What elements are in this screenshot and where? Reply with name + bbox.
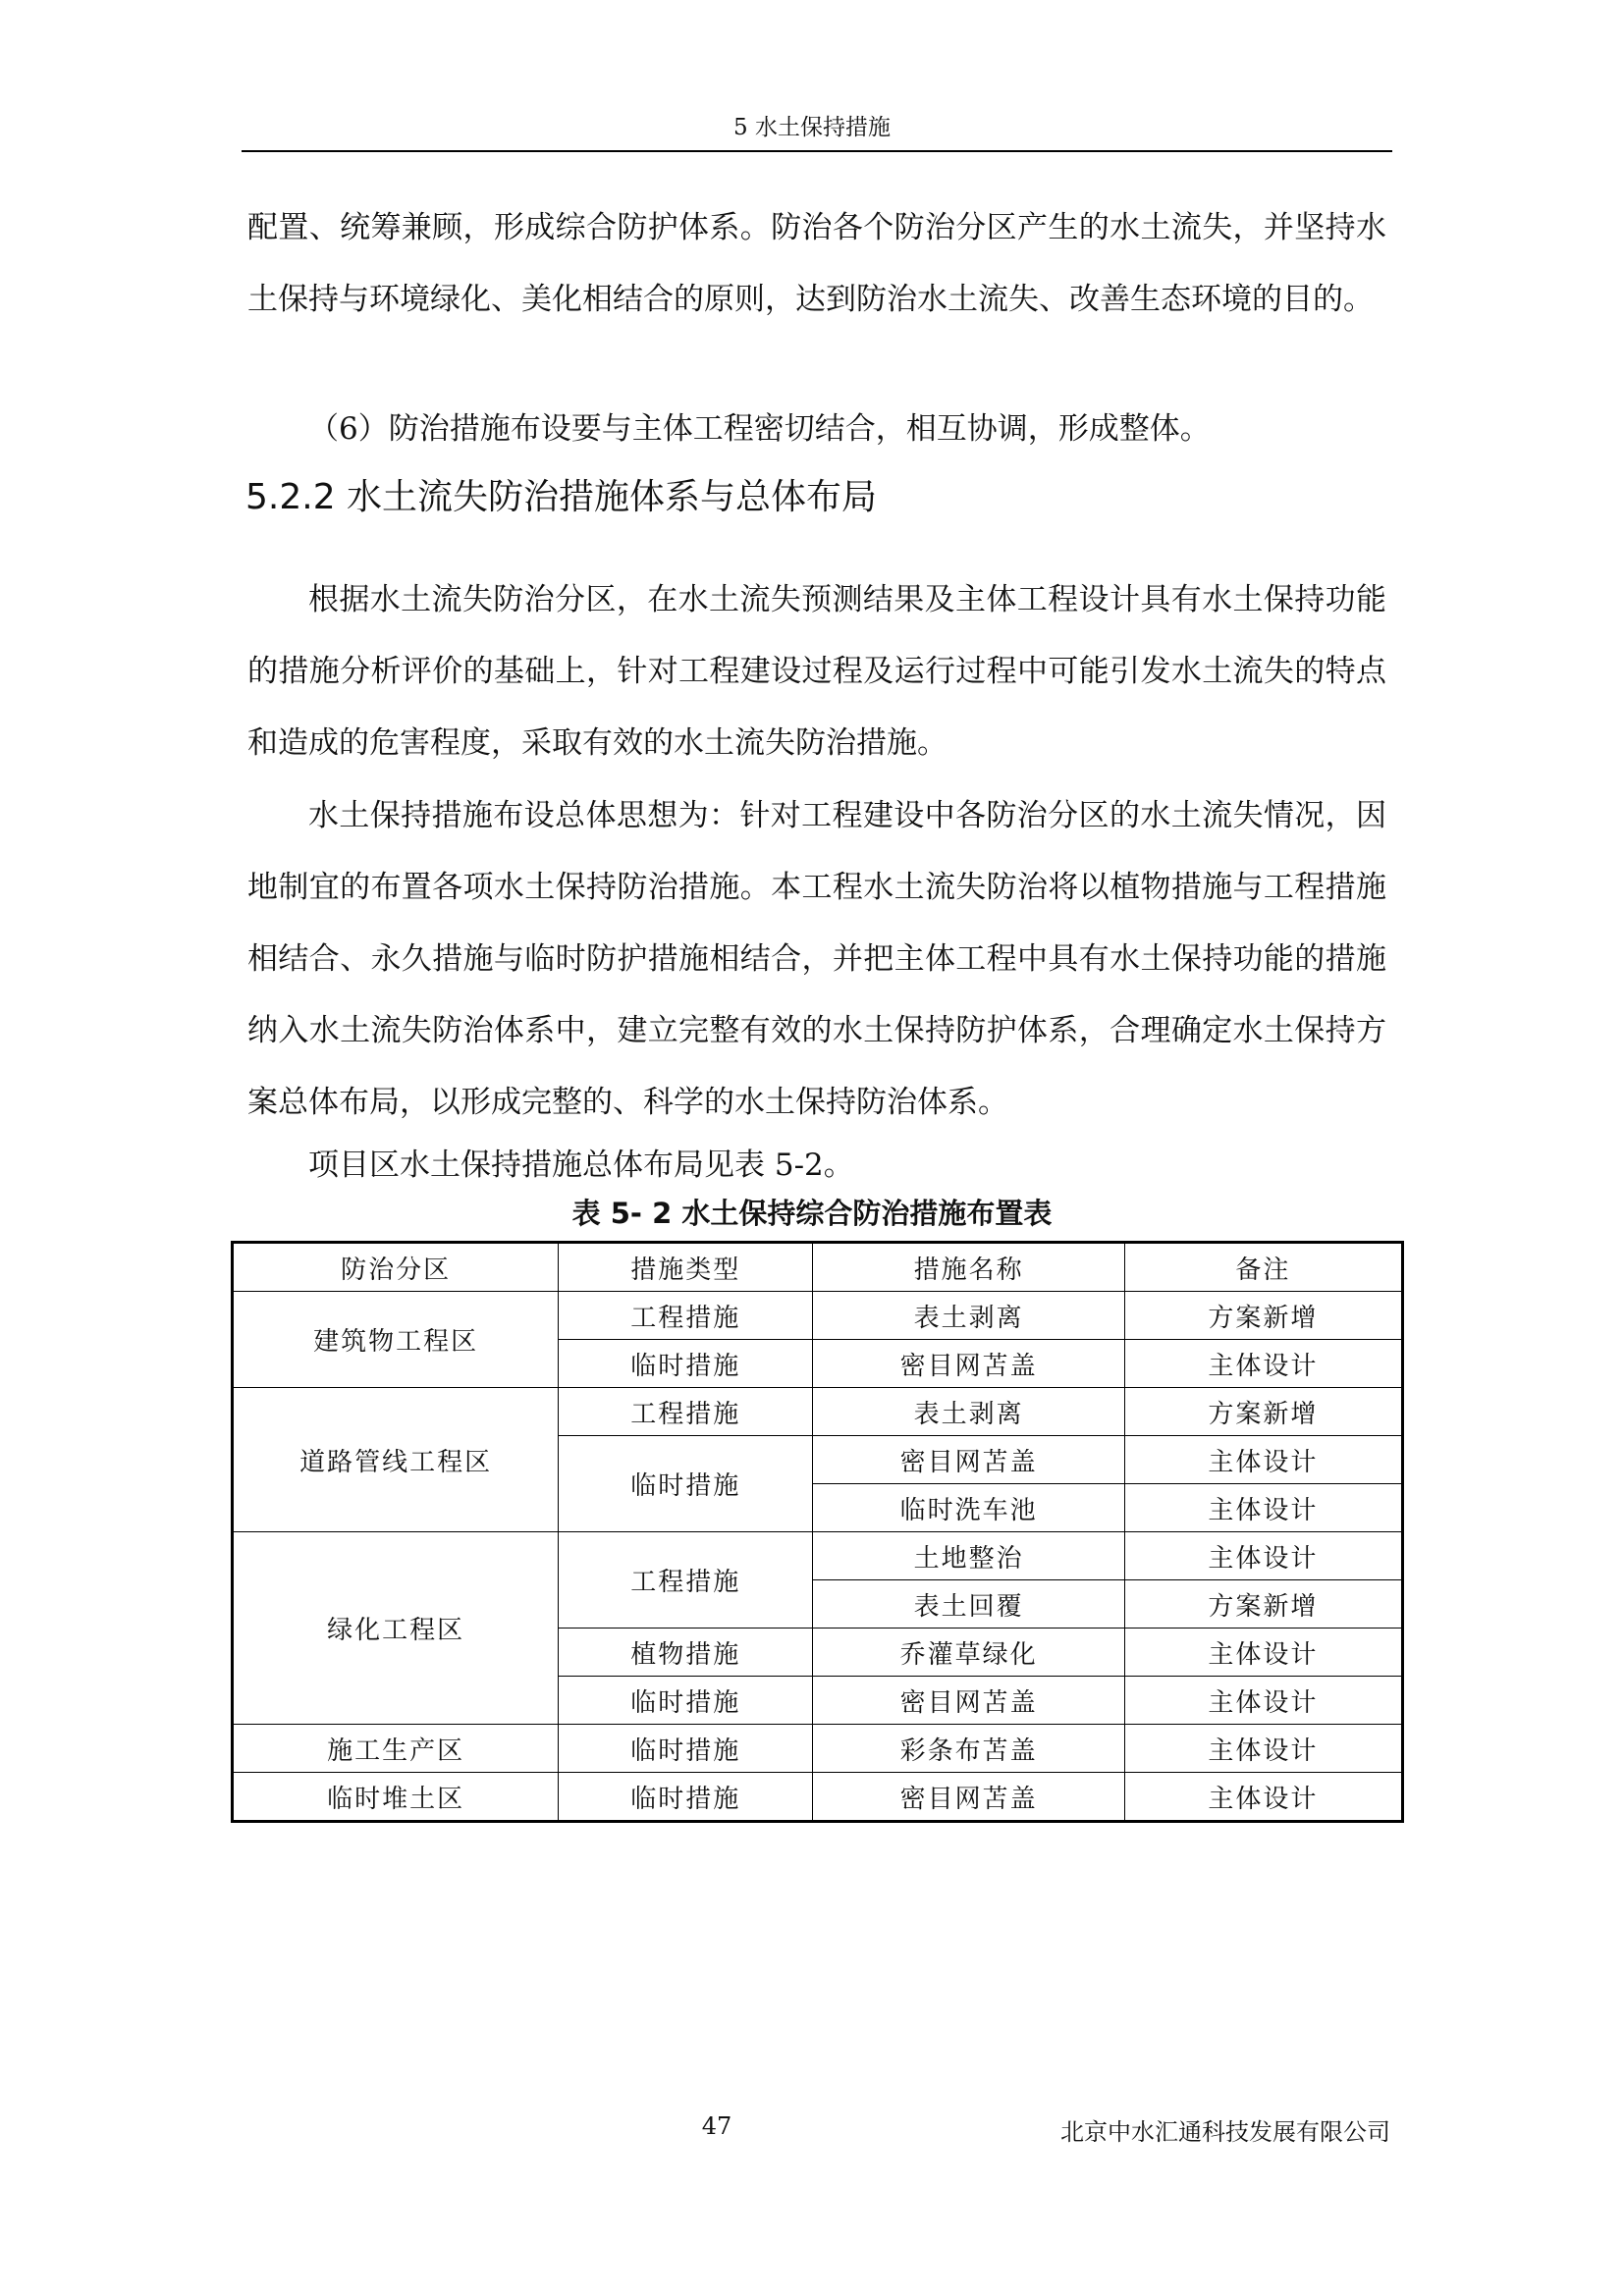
header-zone: 防治分区: [233, 1243, 559, 1292]
table-row: [233, 1292, 1403, 1340]
note-cell: 方案新增: [1124, 1388, 1402, 1436]
type-cell: 临时措施: [559, 1677, 813, 1725]
table-row: [233, 1773, 1403, 1822]
header-note: 备注: [1124, 1243, 1402, 1292]
section-heading: 5.2.2 水土流失防治措施体系与总体布局: [245, 477, 878, 517]
table-caption: 表 5- 2 水土保持综合防治措施布置表: [571, 1197, 1053, 1230]
measure-name-cell: 表土回覆: [813, 1580, 1124, 1629]
table-row: [233, 1388, 1403, 1436]
paragraph-overall-idea: 水土保持措施布设总体思想为：针对工程建设中各防治分区的水土流失情况，因地制宜的布置各项水土保持防治措施。本工程水土流失防治将以植物措施与工程措施相结合、永久措施与临时防护措施相结合，并把主体工程中具有水土保持功能的措施纳入水土流失防治体系中，建立完整有效的水土保持防护体系，合理确定水土保持方案总体布局，以形成完整的、科学的水土保持防治体系。: [247, 798, 1386, 1120]
note-cell: 方案新增: [1124, 1580, 1402, 1629]
note-cell: 主体设计: [1124, 1436, 1402, 1484]
measures-table: [231, 1241, 1404, 1823]
type-cell: 临时措施: [559, 1436, 813, 1532]
table-header-row: [233, 1243, 1403, 1292]
header-rule: [242, 150, 1392, 152]
table-row: [233, 1532, 1403, 1580]
paragraph-item-6: （6）防治措施布设要与主体工程密切结合，相互协调，形成整体。: [308, 411, 1211, 447]
note-cell: 主体设计: [1124, 1677, 1402, 1725]
measure-name-cell: 土地整治: [813, 1532, 1124, 1580]
type-cell: 临时措施: [559, 1725, 813, 1773]
note-cell: 主体设计: [1124, 1773, 1402, 1822]
company-name: 北京中水汇通科技发展有限公司: [1060, 2118, 1390, 2146]
zone-cell: 绿化工程区: [233, 1532, 559, 1725]
measure-name-cell: 密目网苫盖: [813, 1773, 1124, 1822]
note-cell: 方案新增: [1124, 1292, 1402, 1340]
type-cell: 工程措施: [559, 1292, 813, 1340]
page-number: 47: [701, 2112, 732, 2140]
header-type: 措施类型: [559, 1243, 813, 1292]
note-cell: 主体设计: [1124, 1725, 1402, 1773]
running-header: 5 水土保持措施: [733, 115, 891, 140]
type-cell: 植物措施: [559, 1629, 813, 1677]
paragraph-table-reference: 项目区水土保持措施总体布局见表 5-2。: [308, 1148, 854, 1183]
note-cell: 主体设计: [1124, 1629, 1402, 1677]
paragraph-continued: 配置、统筹兼顾，形成综合防护体系。防治各个防治分区产生的水土流失，并坚持水土保持与环境绿化、美化相结合的原则，达到防治水土流失、改善生态环境的目的。: [247, 210, 1386, 317]
measure-name-cell: 乔灌草绿化: [813, 1629, 1124, 1677]
zone-cell: 临时堆土区: [233, 1773, 559, 1822]
zone-cell: 道路管线工程区: [233, 1388, 559, 1532]
zone-cell: 建筑物工程区: [233, 1292, 559, 1388]
header-name: 措施名称: [813, 1243, 1124, 1292]
measure-name-cell: 密目网苫盖: [813, 1677, 1124, 1725]
measure-name-cell: 表土剥离: [813, 1388, 1124, 1436]
type-cell: 工程措施: [559, 1532, 813, 1629]
zone-cell: 施工生产区: [233, 1725, 559, 1773]
measure-name-cell: 临时洗车池: [813, 1484, 1124, 1532]
note-cell: 主体设计: [1124, 1532, 1402, 1580]
measure-name-cell: 彩条布苫盖: [813, 1725, 1124, 1773]
type-cell: 工程措施: [559, 1388, 813, 1436]
note-cell: 主体设计: [1124, 1340, 1402, 1388]
type-cell: 临时措施: [559, 1340, 813, 1388]
measure-name-cell: 表土剥离: [813, 1292, 1124, 1340]
measure-name-cell: 密目网苫盖: [813, 1340, 1124, 1388]
note-cell: 主体设计: [1124, 1484, 1402, 1532]
table-row: [233, 1725, 1403, 1773]
measure-name-cell: 密目网苫盖: [813, 1436, 1124, 1484]
type-cell: 临时措施: [559, 1773, 813, 1822]
paragraph-layout-basis: 根据水土流失防治分区，在水土流失预测结果及主体工程设计具有水土保持功能的措施分析评价的基础上，针对工程建设过程及运行过程中可能引发水土流失的特点和造成的危害程度，采取有效的水土流失防治措施。: [247, 582, 1386, 761]
